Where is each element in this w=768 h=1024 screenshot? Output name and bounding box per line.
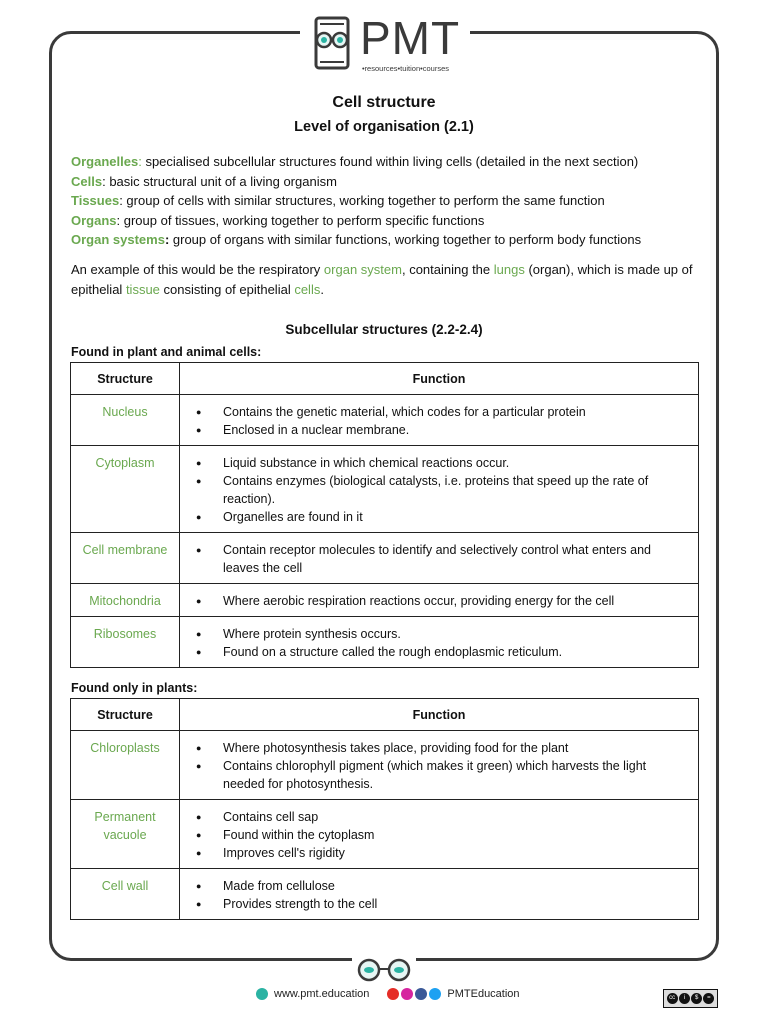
table-caption-plants-only: Found only in plants: — [71, 681, 198, 695]
function-item: ● Organelles are found in it — [196, 508, 688, 526]
example-text: . — [320, 281, 324, 297]
definition-term: Organ systems — [71, 232, 165, 247]
function-cell — [180, 584, 699, 617]
glasses-icon — [352, 957, 416, 983]
function-item: ● Contain receptor molecules to identify and selectively control what enters and leaves the cell — [196, 541, 688, 577]
function-item: ● Contains chlorophyll pigment (which makes it green) which harvests the light needed for photosynthesis. — [196, 757, 688, 793]
function-cell — [180, 533, 699, 584]
example-organ-system: organ system — [323, 262, 402, 277]
footer-website[interactable]: www.pmt.education — [274, 988, 370, 1000]
table-row — [71, 395, 699, 446]
structure-cell: Cytoplasm — [71, 446, 180, 533]
function-item: ● Provides strength to the cell — [196, 895, 688, 913]
table-row — [71, 584, 699, 617]
table-row — [71, 446, 699, 533]
plants-only-table — [70, 698, 699, 920]
footer — [256, 988, 520, 1000]
function-item: ● Liquid substance in which chemical reactions occur. — [196, 454, 688, 472]
definition-text: group of cells with similar structures, working together to perform the same function — [122, 193, 605, 208]
definition-tissues — [71, 191, 711, 211]
function-item: ● Found within the cytoplasm — [196, 826, 688, 844]
example-text: (organ), which is made up of epithelial — [71, 262, 693, 297]
example-text: An example of this would be the respiratory — [71, 262, 324, 277]
structure-header: Structure — [71, 363, 180, 395]
cursor-icon — [256, 988, 268, 1000]
function-item: ● Contains enzymes (biological catalysts, i.e. proteins that speed up the rate of reaction). — [196, 472, 688, 508]
facebook-icon[interactable] — [415, 988, 427, 1000]
definition-text: specialised subcellular structures found within living cells (detailed in the next section) — [141, 154, 639, 169]
table-row — [71, 617, 699, 668]
structure-cell: Ribosomes — [71, 617, 180, 668]
table-row — [71, 731, 699, 800]
definition-text: group of organs with similar functions, working together to perform body functions — [169, 232, 642, 247]
function-cell — [180, 395, 699, 446]
cc-icon: cc — [667, 993, 678, 1004]
logo-tagline: •resources•tuition•courses — [361, 64, 450, 73]
table-caption-plant-animal: Found in plant and animal cells: — [71, 345, 262, 359]
function-cell — [180, 731, 699, 800]
definition-colon: : — [138, 154, 142, 169]
logo-title: PMT — [359, 12, 461, 64]
function-header: Function — [180, 699, 699, 731]
function-item: ● Where protein synthesis occurs. — [196, 625, 688, 643]
example-cells: cells — [294, 281, 321, 297]
instagram-icon[interactable] — [401, 988, 413, 1000]
function-item: ● Improves cell's rigidity — [196, 844, 688, 862]
cc-license-badge — [663, 989, 718, 1008]
function-item: ● Contains the genetic material, which codes for a particular protein — [196, 403, 688, 421]
definition-text: group of tissues, working together to perform specific functions — [120, 212, 485, 228]
definition-cells — [71, 172, 711, 192]
structure-header: Structure — [71, 699, 180, 731]
table-row — [71, 869, 699, 920]
page-title: Cell structure — [332, 94, 436, 111]
structure-cell: Cell wall — [71, 869, 180, 920]
table-header-row — [71, 363, 699, 395]
footer-social-handle[interactable]: PMTEducation — [447, 988, 520, 1000]
function-item: ● Found on a structure called the rough endoplasmic reticulum. — [196, 643, 688, 661]
table-header-row — [71, 699, 699, 731]
twitter-icon[interactable] — [429, 988, 441, 1000]
definition-colon: : — [102, 173, 106, 189]
function-item: ● Enclosed in a nuclear membrane. — [196, 421, 688, 439]
example-text: consisting of epithelial — [159, 281, 295, 297]
function-cell — [180, 800, 699, 869]
definition-term: Organs — [71, 212, 117, 228]
pmt-logo — [300, 14, 470, 80]
structure-cell: Nucleus — [71, 395, 180, 446]
by-icon: i — [679, 993, 690, 1004]
example-tissue: tissue — [125, 281, 160, 297]
function-cell — [180, 446, 699, 533]
function-cell — [180, 869, 699, 920]
table-row — [71, 800, 699, 869]
structure-cell: Cell membrane — [71, 533, 180, 584]
function-item: ● Contains cell sap — [196, 808, 688, 826]
definition-term: Cells — [71, 173, 103, 189]
definition-colon: : — [116, 212, 121, 228]
structure-cell: Chloroplasts — [71, 731, 180, 800]
definition-organ-systems — [71, 230, 711, 250]
definition-colon: : — [119, 193, 123, 208]
youtube-icon[interactable] — [387, 988, 399, 1000]
section-title: Subcellular structures (2.2-2.4) — [285, 322, 483, 337]
table-row — [71, 533, 699, 584]
definition-colon: : — [164, 232, 170, 247]
definition-organelles — [71, 152, 711, 172]
example-lungs: lungs — [493, 262, 525, 277]
plant-animal-table — [70, 362, 699, 668]
book-glasses-icon — [310, 14, 354, 72]
function-item: ● Where aerobic respiration reactions occur, providing energy for the cell — [196, 592, 688, 610]
structure-cell: Mitochondria — [71, 584, 180, 617]
function-item: ● Made from cellulose — [196, 877, 688, 895]
example-text: , containing the — [401, 262, 494, 277]
definition-term: Organelles — [71, 154, 139, 169]
definition-text: basic structural unit of a living organism — [105, 173, 337, 189]
structure-cell: Permanent vacuole — [71, 800, 180, 869]
function-header: Function — [180, 363, 699, 395]
definitions-list — [71, 152, 711, 250]
definition-organs — [71, 211, 711, 231]
page-subtitle: Level of organisation (2.1) — [294, 119, 474, 135]
function-item: ● Where photosynthesis takes place, providing food for the plant — [196, 739, 688, 757]
nc-icon: $ — [691, 993, 702, 1004]
nd-icon: = — [703, 993, 714, 1004]
example-paragraph — [71, 260, 707, 299]
function-cell — [180, 617, 699, 668]
definition-term: Tissues — [71, 193, 120, 208]
